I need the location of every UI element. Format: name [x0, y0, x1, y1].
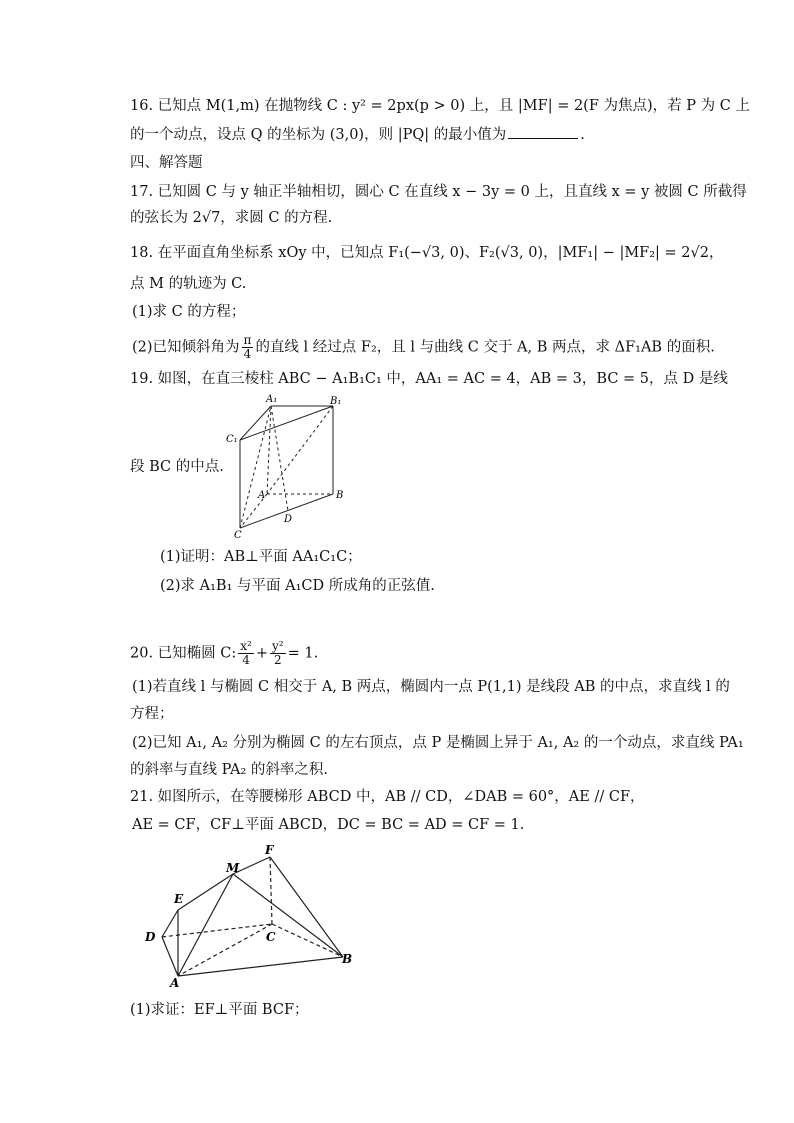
- fraction-numerator: y²: [272, 639, 284, 653]
- label-A: A: [170, 976, 180, 990]
- answer-blank: [508, 126, 578, 139]
- label-C: C: [234, 530, 242, 538]
- prism-figure: [222, 392, 352, 538]
- q21-line1: 21. 如图所示，在等腰梯形 ABCD 中，AB // CD，∠DAB = 60°，AE // CF，: [130, 789, 645, 805]
- section-heading: 四、解答题: [130, 155, 203, 171]
- q18-part1: (1)求 C 的方程；: [132, 304, 246, 320]
- q19-part1: (1)证明：AB⊥平面 AA₁C₁C；: [160, 549, 362, 565]
- q18-part2: [132, 334, 715, 361]
- q21-part1: (1)求证：EF⊥平面 BCF；: [130, 1002, 309, 1018]
- q16-line2: [130, 125, 585, 145]
- q18-line1: 18. 在平面直角坐标系 xOy 中，已知点 F₁(−√3, 0)、F₂(√3, 0)，|MF₁| − |MF₂| = 2√2，: [130, 245, 724, 261]
- label-M: M: [226, 861, 240, 875]
- fraction-denominator: 2: [273, 653, 282, 667]
- label-C: C: [266, 930, 276, 944]
- label-D: D: [145, 930, 156, 944]
- label-C1: C₁: [226, 434, 238, 445]
- q19-line1: 19. 如图，在直三棱柱 ABC − A₁B₁C₁ 中，AA₁ = AC = 4，AB = 3，BC = 5，点 D 是线: [130, 371, 728, 387]
- label-E: E: [174, 892, 184, 906]
- q16-line2-text: 的一个动点，设点 Q 的坐标为 (3,0)，则 |PQ| 的最小值为: [130, 127, 507, 143]
- q20-part1-a: (1)若直线 l 与椭圆 C 相交于 A, B 两点，椭圆内一点 P(1,1) 是线段 AB 的中点，求直线 l 的: [132, 679, 730, 695]
- q17-line1: 17. 已知圆 C 与 y 轴正半轴相切，圆心 C 在直线 x − 3y = 0 上，且直线 x = y 被圆 C 所截得: [130, 184, 747, 200]
- q18-part2-text-b: 的直线 l 经过点 F₂，且 l 与曲线 C 交于 A, B 两点，求 ΔF₁AB 的面积.: [255, 339, 715, 356]
- fraction-denominator: 4: [243, 347, 252, 361]
- q21-line2: AE = CF，CF⊥平面 ABCD，DC = BC = AD = CF = 1.: [132, 817, 525, 833]
- label-F: F: [265, 843, 274, 857]
- q20-part1-b: 方程；: [130, 706, 174, 722]
- q20-line1: [130, 640, 318, 667]
- fraction-numerator: π: [243, 333, 252, 347]
- q18-part2-text-a: (2)已知倾斜角为: [132, 339, 240, 356]
- label-D: D: [284, 514, 293, 525]
- label-B: B: [342, 952, 353, 966]
- q20-part2-a: (2)已知 A₁, A₂ 分别为椭圆 C 的左右顶点，点 P 是椭圆上异于 A₁, A₂ 的一个动点，求直线 PA₁: [132, 735, 744, 751]
- label-B: B: [336, 490, 344, 501]
- plus-sign: +: [255, 645, 268, 662]
- x2-over-4-fraction: [238, 640, 254, 667]
- pi-over-4-fraction: [242, 334, 254, 361]
- q16-period: .: [580, 127, 585, 143]
- fraction-denominator: 4: [242, 653, 250, 667]
- q18-line2: 点 M 的轨迹为 C.: [130, 276, 247, 292]
- q20-text-a: 20. 已知椭圆 C:: [130, 645, 237, 662]
- q20-text-b: = 1.: [287, 645, 319, 662]
- q20-part2-b: 的斜率与直线 PA₂ 的斜率之积.: [130, 762, 329, 778]
- label-A1: A₁: [266, 394, 278, 405]
- q17-line2: 的弦长为 2√7，求圆 C 的方程.: [130, 210, 333, 226]
- y2-over-2-fraction: [270, 640, 286, 667]
- label-A: A: [258, 490, 266, 501]
- fraction-numerator: x²: [240, 639, 252, 653]
- trapezoid-solid-figure: [140, 840, 360, 990]
- q16-line1: 16. 已知点 M(1,m) 在抛物线 C : y² = 2px(p > 0) 上，且 |MF| = 2(F 为焦点)，若 P 为 C 上: [130, 98, 750, 114]
- label-B1: B₁: [330, 396, 342, 407]
- q19-part2: (2)求 A₁B₁ 与平面 A₁CD 所成角的正弦值.: [160, 578, 435, 594]
- q19-line2: 段 BC 的中点.: [130, 459, 224, 475]
